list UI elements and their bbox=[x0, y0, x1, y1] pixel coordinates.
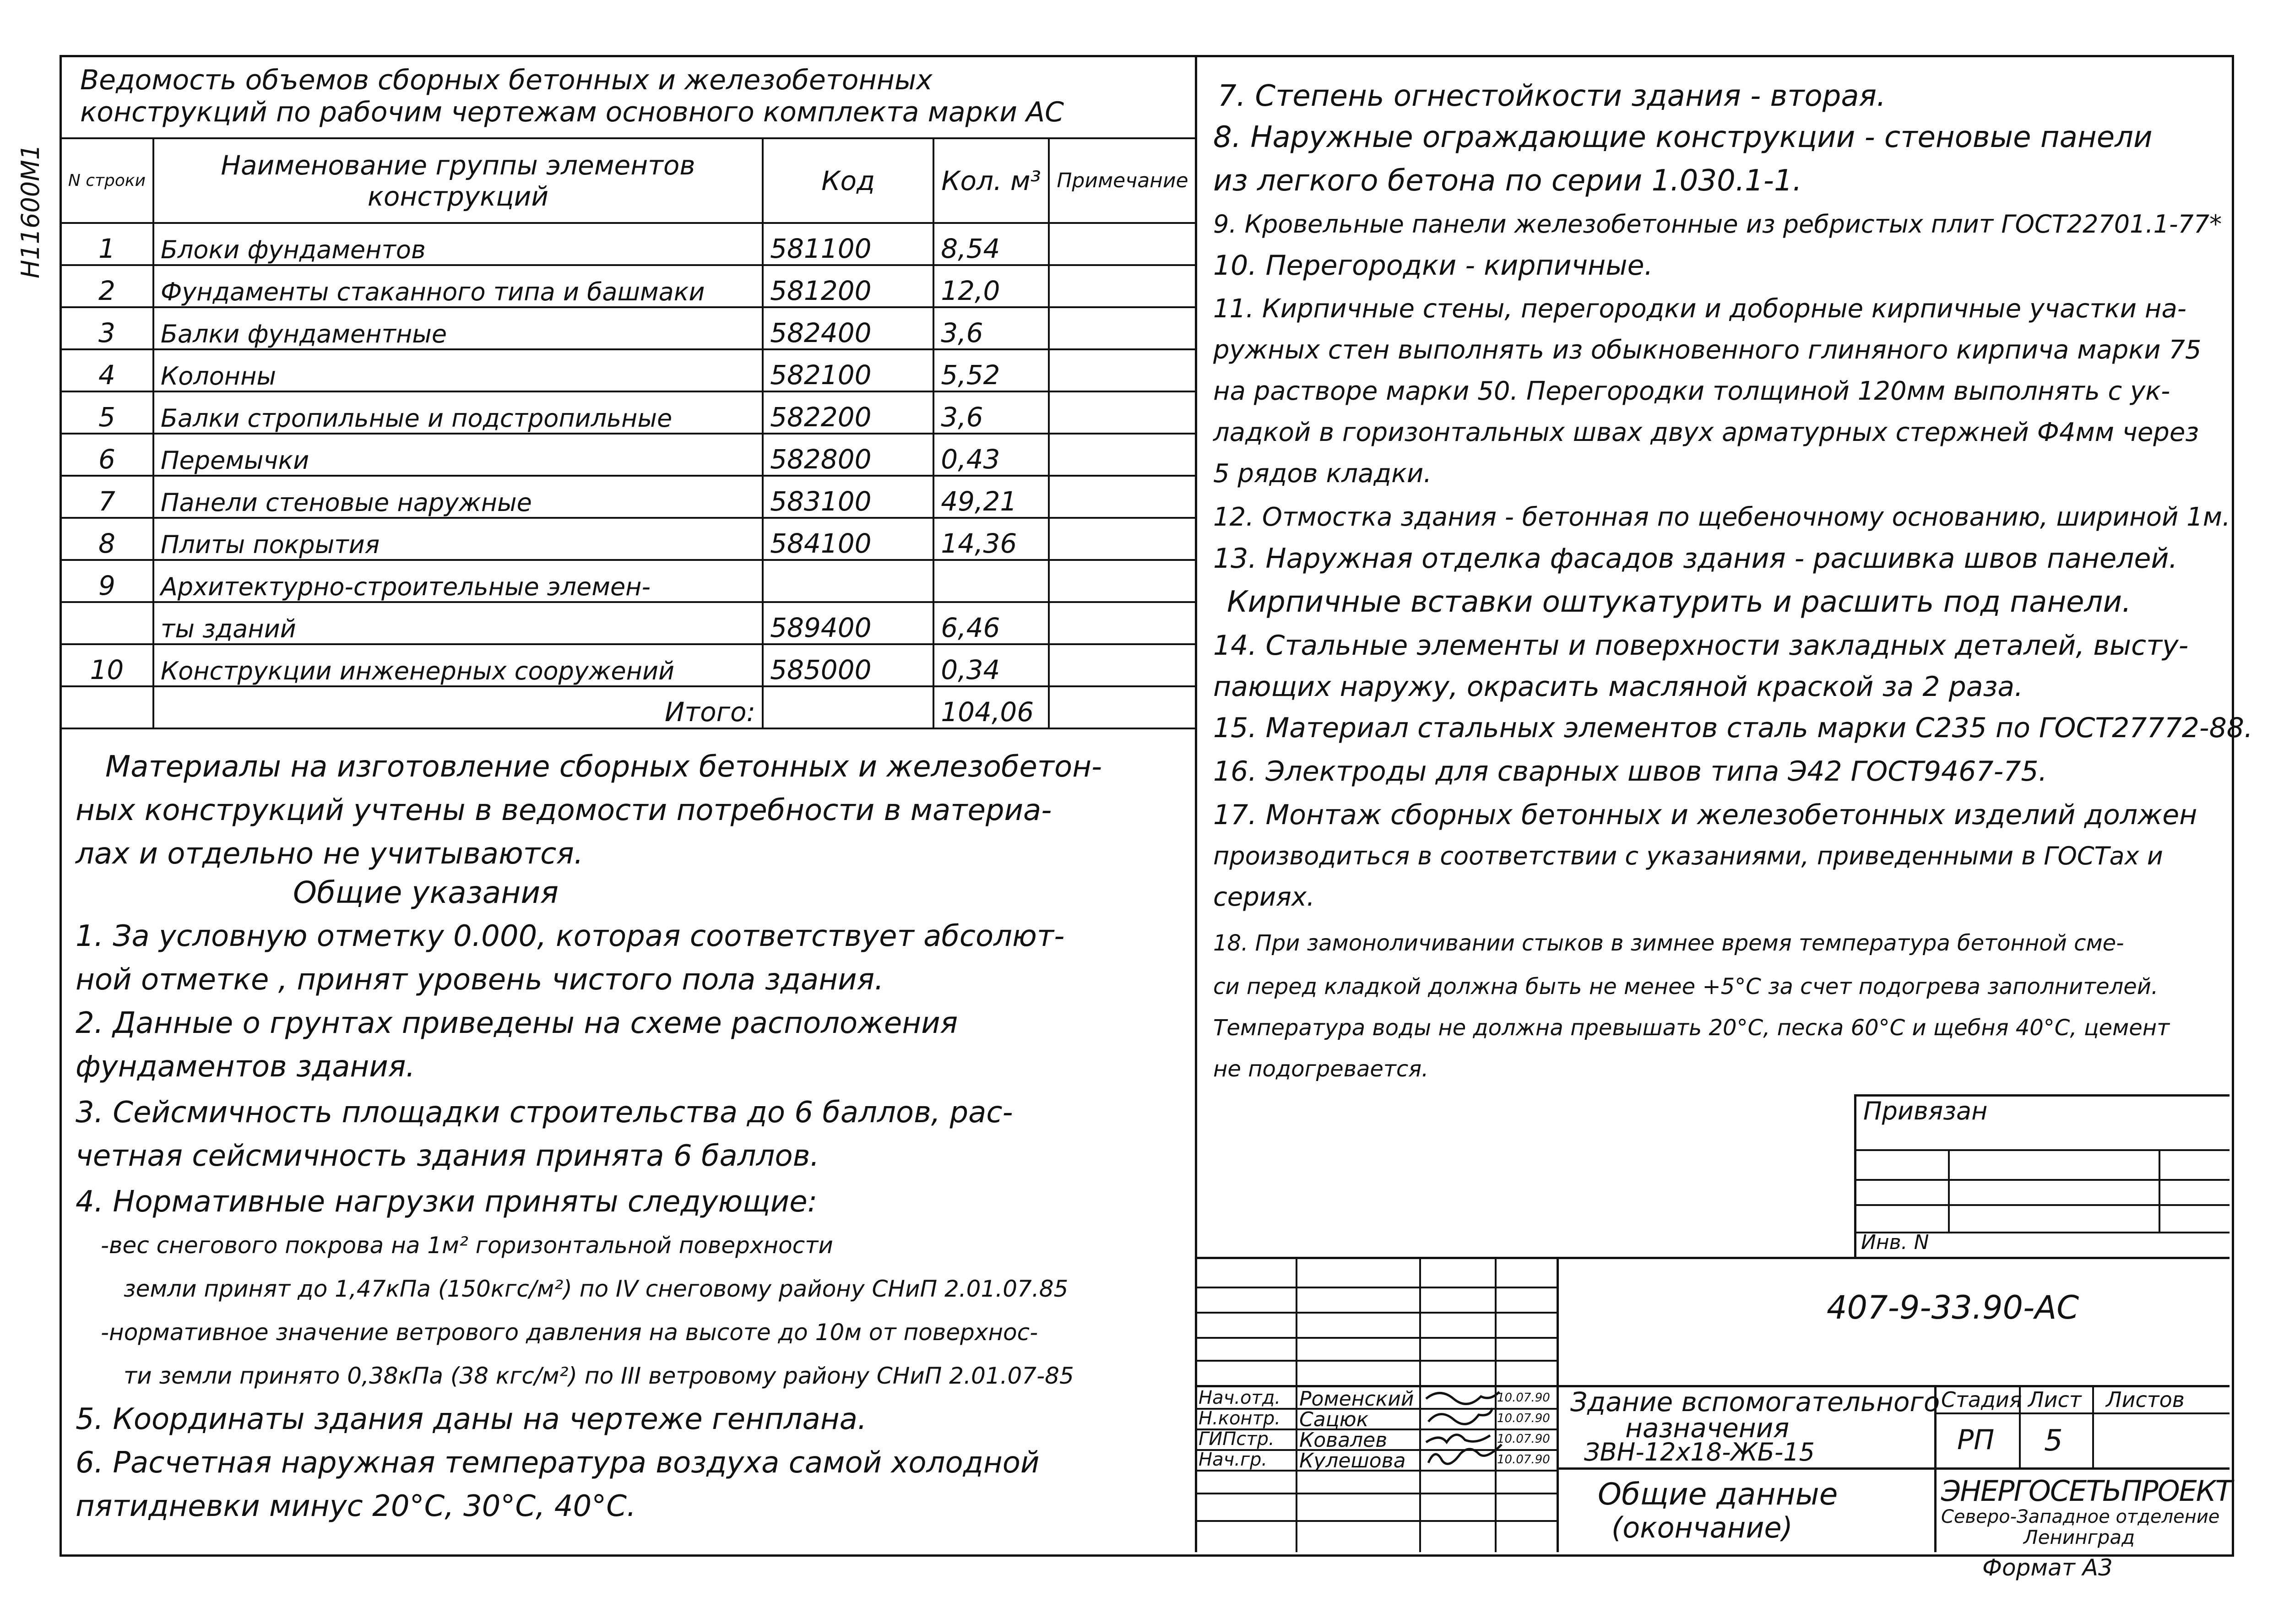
row-qty: 49,21 bbox=[933, 476, 1049, 518]
sheet-label: Лист bbox=[2028, 1387, 2082, 1412]
stage-label: Стадия bbox=[1941, 1387, 2022, 1412]
table-row bbox=[60, 476, 1196, 518]
building-line2: назначения bbox=[1625, 1412, 1790, 1444]
row-name: Архитектурно-строительные элемен- bbox=[153, 560, 763, 602]
table-row bbox=[60, 518, 1196, 560]
left-note-line: ти земли принято 0,38кПа (38 кгс/м²) по III ветровому району СНиП 2.01.07-85 bbox=[124, 1363, 1074, 1389]
right-note-line: сериях. bbox=[1213, 882, 1315, 912]
row-note bbox=[1049, 518, 1196, 560]
volumes-table bbox=[60, 137, 1197, 729]
row-number: 5 bbox=[60, 391, 153, 434]
left-note-line: -вес снегового покрова на 1м² горизонтальной поверхности bbox=[101, 1232, 833, 1259]
staff-date: 10.07.90 bbox=[1497, 1453, 1550, 1466]
left-note-line: 4. Нормативные нагрузки приняты следующие: bbox=[76, 1185, 818, 1219]
row-note bbox=[1049, 644, 1196, 686]
staff-role: Н.контр. bbox=[1199, 1408, 1280, 1429]
row-number bbox=[60, 602, 153, 644]
staff-date: 10.07.90 bbox=[1497, 1412, 1550, 1425]
building-line3: ЗВН-12х18-ЖБ-15 bbox=[1584, 1438, 1815, 1466]
sheets-label: Листов bbox=[2106, 1387, 2185, 1412]
table-row bbox=[60, 434, 1196, 476]
right-note-line: 9. Кровельные панели железобетонные из ребристых плит ГОСТ22701.1-77* bbox=[1213, 210, 2222, 239]
row-name: Колонны bbox=[153, 349, 763, 391]
format-label: Формат А3 bbox=[1982, 1554, 2113, 1581]
right-note-line: 13. Наружная отделка фасадов здания - расшивка швов панелей. bbox=[1213, 543, 2178, 575]
header-code: Код bbox=[763, 138, 933, 223]
row-note bbox=[1049, 560, 1196, 602]
left-note-line: 2. Данные о грунтах приведены на схеме расположения bbox=[76, 1006, 958, 1040]
right-note-line: 10. Перегородки - кирпичные. bbox=[1213, 250, 1653, 282]
org-city: Ленинград bbox=[2023, 1526, 2135, 1548]
row-qty: 6,46 bbox=[933, 602, 1049, 644]
right-note-line: 12. Отмостка здания - бетонная по щебеночному основанию, шириной 1м. bbox=[1213, 502, 2230, 532]
row-qty: 3,6 bbox=[933, 307, 1049, 349]
left-note-line: 5. Координаты здания даны на чертеже генплана. bbox=[76, 1402, 867, 1436]
row-number: 6 bbox=[60, 434, 153, 476]
stage-value: РП bbox=[1957, 1424, 1995, 1456]
left-note-line: ной отметке , принят уровень чистого пола здания. bbox=[76, 963, 884, 997]
table-row bbox=[60, 349, 1196, 391]
row-note bbox=[1049, 223, 1196, 265]
table-title-line2: конструкций по рабочим чертежам основного комплекта марки АС bbox=[80, 96, 1064, 128]
row-number: 4 bbox=[60, 349, 153, 391]
right-note-line: ружных стен выполнять из обыкновенного глиняного кирпича марки 75 bbox=[1213, 335, 2202, 365]
staff-date: 10.07.90 bbox=[1497, 1432, 1550, 1446]
row-name: Конструкции инженерных сооружений bbox=[153, 644, 763, 686]
sheet-title-line2: (окончание) bbox=[1611, 1511, 1793, 1544]
right-note-line: 7. Степень огнестойкости здания - вторая. bbox=[1218, 79, 1886, 113]
row-code: 585000 bbox=[763, 644, 933, 686]
staff-date: 10.07.90 bbox=[1497, 1391, 1550, 1405]
right-note-line: 8. Наружные ограждающие конструкции - стеновые панели bbox=[1213, 120, 2153, 154]
row-name: Перемычки bbox=[153, 434, 763, 476]
table-title-line1: Ведомость объемов сборных бетонных и железобетонных bbox=[80, 64, 933, 96]
sheet-title-line1: Общие данные bbox=[1598, 1477, 1838, 1512]
table-row bbox=[60, 644, 1196, 686]
row-note bbox=[1049, 349, 1196, 391]
header-qty: Кол. м³ bbox=[933, 138, 1049, 223]
row-qty bbox=[933, 560, 1049, 602]
right-note-line: 16. Электроды для сварных швов типа Э42 ГОСТ9467-75. bbox=[1213, 755, 2047, 788]
row-number: 3 bbox=[60, 307, 153, 349]
right-note-line: 14. Стальные элементы и поверхности закладных деталей, высту- bbox=[1213, 630, 2189, 662]
row-qty: 8,54 bbox=[933, 223, 1049, 265]
row-name: Балки стропильные и подстропильные bbox=[153, 391, 763, 434]
row-qty: 5,52 bbox=[933, 349, 1049, 391]
right-note-line: си перед кладкой должна быть не менее +5°С за счет подогрева заполнителей. bbox=[1213, 974, 2159, 999]
row-name: Панели стеновые наружные bbox=[153, 476, 763, 518]
row-note bbox=[1049, 434, 1196, 476]
row-code: 582800 bbox=[763, 434, 933, 476]
right-note-line: Температура воды не должна превышать 20°С, песка 60°С и щебня 40°С, цемент bbox=[1213, 1015, 2170, 1041]
total-row bbox=[60, 686, 1196, 728]
table-row bbox=[60, 602, 1196, 644]
left-note-line: -нормативное значение ветрового давления на высоте до 10м от поверхнос- bbox=[101, 1319, 1038, 1346]
row-number: 7 bbox=[60, 476, 153, 518]
total-label: Итого: bbox=[153, 686, 763, 728]
total-value: 104,06 bbox=[933, 686, 1049, 728]
header-name: Наименование группы элементов конструкций bbox=[153, 138, 763, 223]
row-note bbox=[1049, 265, 1196, 307]
row-number: 10 bbox=[60, 644, 153, 686]
table-header-row bbox=[60, 138, 1196, 223]
left-note-line: фундаментов здания. bbox=[76, 1050, 415, 1084]
row-name: Плиты покрытия bbox=[153, 518, 763, 560]
row-qty: 0,43 bbox=[933, 434, 1049, 476]
row-code: 581200 bbox=[763, 265, 933, 307]
right-note-line: пающих наружу, окрасить масляной краской за 2 раза. bbox=[1213, 671, 2023, 703]
right-note-line: 17. Монтаж сборных бетонных и железобетонных изделий должен bbox=[1213, 799, 2197, 831]
doc-code: 407-9-33.90-АС bbox=[1827, 1289, 2079, 1326]
row-number: 9 bbox=[60, 560, 153, 602]
row-code bbox=[763, 560, 933, 602]
row-code: 581100 bbox=[763, 223, 933, 265]
row-number: 2 bbox=[60, 265, 153, 307]
row-code: 582100 bbox=[763, 349, 933, 391]
row-qty: 3,6 bbox=[933, 391, 1049, 434]
privyazan-label: Привязан bbox=[1863, 1097, 1988, 1125]
header-num: N строки bbox=[60, 138, 153, 223]
staff-role: ГИПстр. bbox=[1199, 1428, 1275, 1450]
org-branch: Северо-Западное отделение bbox=[1941, 1506, 2220, 1527]
left-note-line: четная сейсмичность здания принята 6 баллов. bbox=[76, 1139, 819, 1173]
staff-role: Нач.отд. bbox=[1199, 1387, 1281, 1408]
right-note-line: не подогревается. bbox=[1213, 1056, 1429, 1082]
row-note bbox=[1049, 602, 1196, 644]
row-qty: 14,36 bbox=[933, 518, 1049, 560]
row-code: 584100 bbox=[763, 518, 933, 560]
staff-name: Сацюк bbox=[1299, 1408, 1369, 1431]
row-code: 583100 bbox=[763, 476, 933, 518]
header-note: Примечание bbox=[1049, 138, 1196, 223]
staff-name: Роменский bbox=[1299, 1387, 1414, 1411]
right-note-line: 15. Материал стальных элементов сталь марки С235 по ГОСТ27772-88. bbox=[1213, 712, 2253, 744]
right-note-line: 11. Кирпичные стены, перегородки и доборные кирпичные участки на- bbox=[1213, 294, 2186, 324]
right-note-line: производиться в соответствии с указаниями, приведенными в ГОСТах и bbox=[1213, 842, 2163, 870]
table-row bbox=[60, 307, 1196, 349]
left-note-line: 1. За условную отметку 0.000, которая соответствует абсолют- bbox=[76, 919, 1065, 953]
staff-role: Нач.гр. bbox=[1199, 1449, 1268, 1470]
row-code: 589400 bbox=[763, 602, 933, 644]
org-name: ЭНЕРГОСЕТЬПРОЕКТ bbox=[1941, 1474, 2232, 1508]
right-note-line: 5 рядов кладки. bbox=[1213, 459, 1432, 489]
building-line1: Здание вспомогательного bbox=[1570, 1386, 1940, 1418]
table-row bbox=[60, 223, 1196, 265]
row-name: ты зданий bbox=[153, 602, 763, 644]
left-note-line: 6. Расчетная наружная температура воздуха самой холодной bbox=[76, 1446, 1040, 1480]
left-note-line: земли принят до 1,47кПа (150кгс/м²) по IV снеговому району СНиП 2.01.07.85 bbox=[124, 1276, 1069, 1302]
materials-line: лах и отдельно не учитываются. bbox=[76, 837, 584, 871]
row-qty: 12,0 bbox=[933, 265, 1049, 307]
sheet-value: 5 bbox=[2044, 1424, 2063, 1458]
row-number: 8 bbox=[60, 518, 153, 560]
row-note bbox=[1049, 391, 1196, 434]
general-heading: Общие указания bbox=[293, 875, 559, 910]
row-name: Фундаменты стаканного типа и башмаки bbox=[153, 265, 763, 307]
right-note-line: 18. При замоноличивании стыков в зимнее время температура бетонной сме- bbox=[1213, 930, 2124, 956]
table-row bbox=[60, 265, 1196, 307]
table-row bbox=[60, 391, 1196, 434]
row-note bbox=[1049, 476, 1196, 518]
row-name: Балки фундаментные bbox=[153, 307, 763, 349]
right-note-line: из легкого бетона по серии 1.030.1-1. bbox=[1213, 164, 1802, 198]
staff-name: Кулешова bbox=[1299, 1449, 1406, 1472]
materials-line: ных конструкций учтены в ведомости потребности в материа- bbox=[76, 793, 1052, 827]
row-name: Блоки фундаментов bbox=[153, 223, 763, 265]
right-note-line: Кирпичные вставки оштукатурить и расшить под панели. bbox=[1227, 585, 2132, 619]
row-code: 582400 bbox=[763, 307, 933, 349]
side-code: Н11600М1 bbox=[16, 144, 45, 279]
row-note bbox=[1049, 307, 1196, 349]
left-note-line: пятидневки минус 20°С, 30°С, 40°С. bbox=[76, 1489, 636, 1523]
materials-line: Материалы на изготовление сборных бетонных и железобетон- bbox=[105, 750, 1102, 784]
inv-label: Инв. N bbox=[1861, 1231, 1929, 1254]
table-row bbox=[60, 560, 1196, 602]
left-note-line: 3. Сейсмичность площадки строительства до 6 баллов, рас- bbox=[76, 1096, 1013, 1130]
right-note-line: на растворе марки 50. Перегородки толщиной 120мм выполнять с ук- bbox=[1213, 376, 2170, 406]
right-note-line: ладкой в горизонтальных швах двух арматурных стержней Ф4мм через bbox=[1213, 418, 2199, 447]
row-number: 1 bbox=[60, 223, 153, 265]
row-qty: 0,34 bbox=[933, 644, 1049, 686]
row-code: 582200 bbox=[763, 391, 933, 434]
staff-name: Ковалев bbox=[1299, 1428, 1388, 1452]
